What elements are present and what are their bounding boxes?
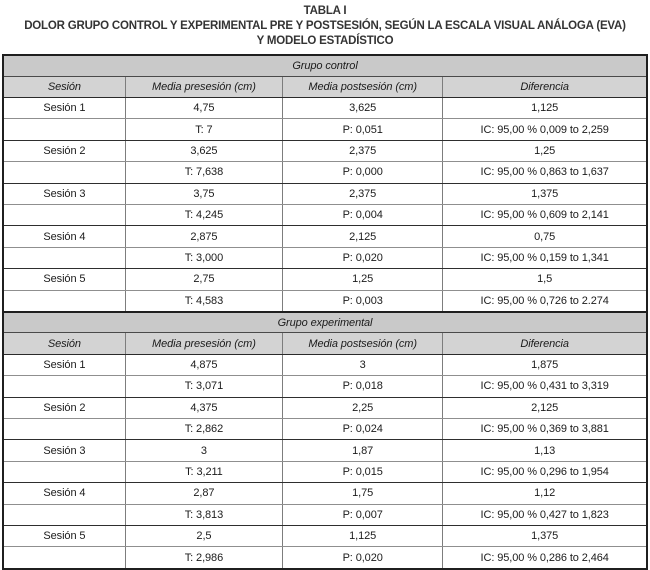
column-header: Media presesión (cm) xyxy=(125,333,282,355)
table-cell: 4,375 xyxy=(125,397,282,418)
table-cell: 0,75 xyxy=(443,226,647,247)
stat-row xyxy=(3,290,647,312)
table-cell: 2,75 xyxy=(125,269,282,290)
table-cell: 3,625 xyxy=(125,140,282,161)
column-header-row xyxy=(3,333,647,355)
table-cell: P: 0,000 xyxy=(282,162,442,183)
table-cell: 2,375 xyxy=(282,140,442,161)
table-cell: 2,375 xyxy=(282,183,442,204)
table-cell: IC: 95,00 % 0,609 to 2,141 xyxy=(443,204,647,225)
stat-row xyxy=(3,204,647,225)
table-cell: 1,13 xyxy=(443,440,647,461)
column-header: Sesión xyxy=(3,333,125,355)
table-cell: P: 0,007 xyxy=(282,504,442,525)
table-cell xyxy=(3,162,125,183)
table-cell: 1,875 xyxy=(443,354,647,375)
table-cell: IC: 95,00 % 0,159 to 1,341 xyxy=(443,247,647,268)
session-row xyxy=(3,354,647,375)
table-cell: 2,25 xyxy=(282,397,442,418)
table-cell xyxy=(3,461,125,482)
table-cell: T: 7 xyxy=(125,119,282,140)
table-cell: Sesión 4 xyxy=(3,226,125,247)
table-cell: 1,25 xyxy=(443,140,647,161)
table-cell: 2,875 xyxy=(125,226,282,247)
table-body xyxy=(3,55,647,569)
table-cell: P: 0,004 xyxy=(282,204,442,225)
table-cell: T: 3,071 xyxy=(125,376,282,397)
table-cell: IC: 95,00 % 0,286 to 2,464 xyxy=(443,547,647,569)
table-cell: 4,75 xyxy=(125,98,282,119)
table-cell xyxy=(3,204,125,225)
table-cell: 2,87 xyxy=(125,483,282,504)
table-cell: Sesión 5 xyxy=(3,526,125,547)
table-cell: IC: 95,00 % 0,431 to 3,319 xyxy=(443,376,647,397)
session-row xyxy=(3,98,647,119)
table-caption-line-1: DOLOR GRUPO CONTROL Y EXPERIMENTAL PRE Y POSTSESIÓN, SEGÚN LA ESCALA VISUAL ANÁLOGA (EVA) xyxy=(24,20,626,32)
table-cell xyxy=(3,247,125,268)
session-row xyxy=(3,140,647,161)
table-cell: 3 xyxy=(125,440,282,461)
table-cell: Sesión 2 xyxy=(3,140,125,161)
table-cell: Sesión 1 xyxy=(3,354,125,375)
table-cell: 3,75 xyxy=(125,183,282,204)
table-cell: T: 3,813 xyxy=(125,504,282,525)
table-cell xyxy=(3,290,125,312)
table-cell: Sesión 4 xyxy=(3,483,125,504)
table-cell: 1,125 xyxy=(282,526,442,547)
table-cell: Sesión 5 xyxy=(3,269,125,290)
section-band-control xyxy=(3,55,647,76)
table-cell: IC: 95,00 % 0,296 to 1,954 xyxy=(443,461,647,482)
table-cell: 1,375 xyxy=(443,183,647,204)
table-cell: Sesión 1 xyxy=(3,98,125,119)
table-cell: T: 4,583 xyxy=(125,290,282,312)
table-cell: P: 0,003 xyxy=(282,290,442,312)
stat-row xyxy=(3,247,647,268)
table-cell: T: 7,638 xyxy=(125,162,282,183)
stat-row xyxy=(3,376,647,397)
table-cell: T: 3,000 xyxy=(125,247,282,268)
column-header: Sesión xyxy=(3,76,125,98)
table-cell: 2,125 xyxy=(282,226,442,247)
table-cell: 2,5 xyxy=(125,526,282,547)
session-row xyxy=(3,483,647,504)
table-cell: IC: 95,00 % 0,369 to 3,881 xyxy=(443,419,647,440)
column-header: Media presesión (cm) xyxy=(125,76,282,98)
table-title-block xyxy=(0,0,650,49)
table-cell: Sesión 3 xyxy=(3,183,125,204)
table-cell xyxy=(3,419,125,440)
stat-row xyxy=(3,461,647,482)
table-cell: Sesión 2 xyxy=(3,397,125,418)
column-header-row xyxy=(3,76,647,98)
table-number: TABLA I xyxy=(303,5,347,17)
table-cell: P: 0,020 xyxy=(282,247,442,268)
table-cell: T: 3,211 xyxy=(125,461,282,482)
table-cell: IC: 95,00 % 0,726 to 2.274 xyxy=(443,290,647,312)
session-row xyxy=(3,397,647,418)
stat-row xyxy=(3,547,647,569)
table-cell: 1,75 xyxy=(282,483,442,504)
stat-row xyxy=(3,419,647,440)
table-caption-line-2: Y MODELO ESTADÍSTICO xyxy=(256,35,394,47)
table-cell: IC: 95,00 % 0,863 to 1,637 xyxy=(443,162,647,183)
table-cell: P: 0,015 xyxy=(282,461,442,482)
table-cell: 1,375 xyxy=(443,526,647,547)
table-cell: T: 2,986 xyxy=(125,547,282,569)
stat-row xyxy=(3,504,647,525)
table-cell: 1,25 xyxy=(282,269,442,290)
table-cell xyxy=(3,547,125,569)
table-cell: 4,875 xyxy=(125,354,282,375)
section-title: Grupo control xyxy=(3,55,647,76)
table-cell xyxy=(3,119,125,140)
table-cell: IC: 95,00 % 0,009 to 2,259 xyxy=(443,119,647,140)
section-title: Grupo experimental xyxy=(3,312,647,333)
column-header: Media postsesión (cm) xyxy=(282,76,442,98)
session-row xyxy=(3,269,647,290)
table-cell: 2,125 xyxy=(443,397,647,418)
table-cell: IC: 95,00 % 0,427 to 1,823 xyxy=(443,504,647,525)
table-cell: P: 0,024 xyxy=(282,419,442,440)
section-band-experimental xyxy=(3,312,647,333)
session-row xyxy=(3,226,647,247)
column-header: Diferencia xyxy=(443,333,647,355)
table-cell: 1,12 xyxy=(443,483,647,504)
table-cell: T: 4,245 xyxy=(125,204,282,225)
table-cell: P: 0,020 xyxy=(282,547,442,569)
session-row xyxy=(3,440,647,461)
table-cell: 1,87 xyxy=(282,440,442,461)
table-cell: P: 0,051 xyxy=(282,119,442,140)
table-cell: T: 2,862 xyxy=(125,419,282,440)
column-header: Media postsesión (cm) xyxy=(282,333,442,355)
table-cell xyxy=(3,504,125,525)
eva-results-table xyxy=(2,54,648,570)
table-cell: 1,125 xyxy=(443,98,647,119)
table-cell: 1,5 xyxy=(443,269,647,290)
table-cell: 3 xyxy=(282,354,442,375)
table-cell xyxy=(3,376,125,397)
session-row xyxy=(3,526,647,547)
session-row xyxy=(3,183,647,204)
stat-row xyxy=(3,162,647,183)
column-header: Diferencia xyxy=(443,76,647,98)
table-cell: P: 0,018 xyxy=(282,376,442,397)
table-cell: 3,625 xyxy=(282,98,442,119)
table-cell: Sesión 3 xyxy=(3,440,125,461)
stat-row xyxy=(3,119,647,140)
